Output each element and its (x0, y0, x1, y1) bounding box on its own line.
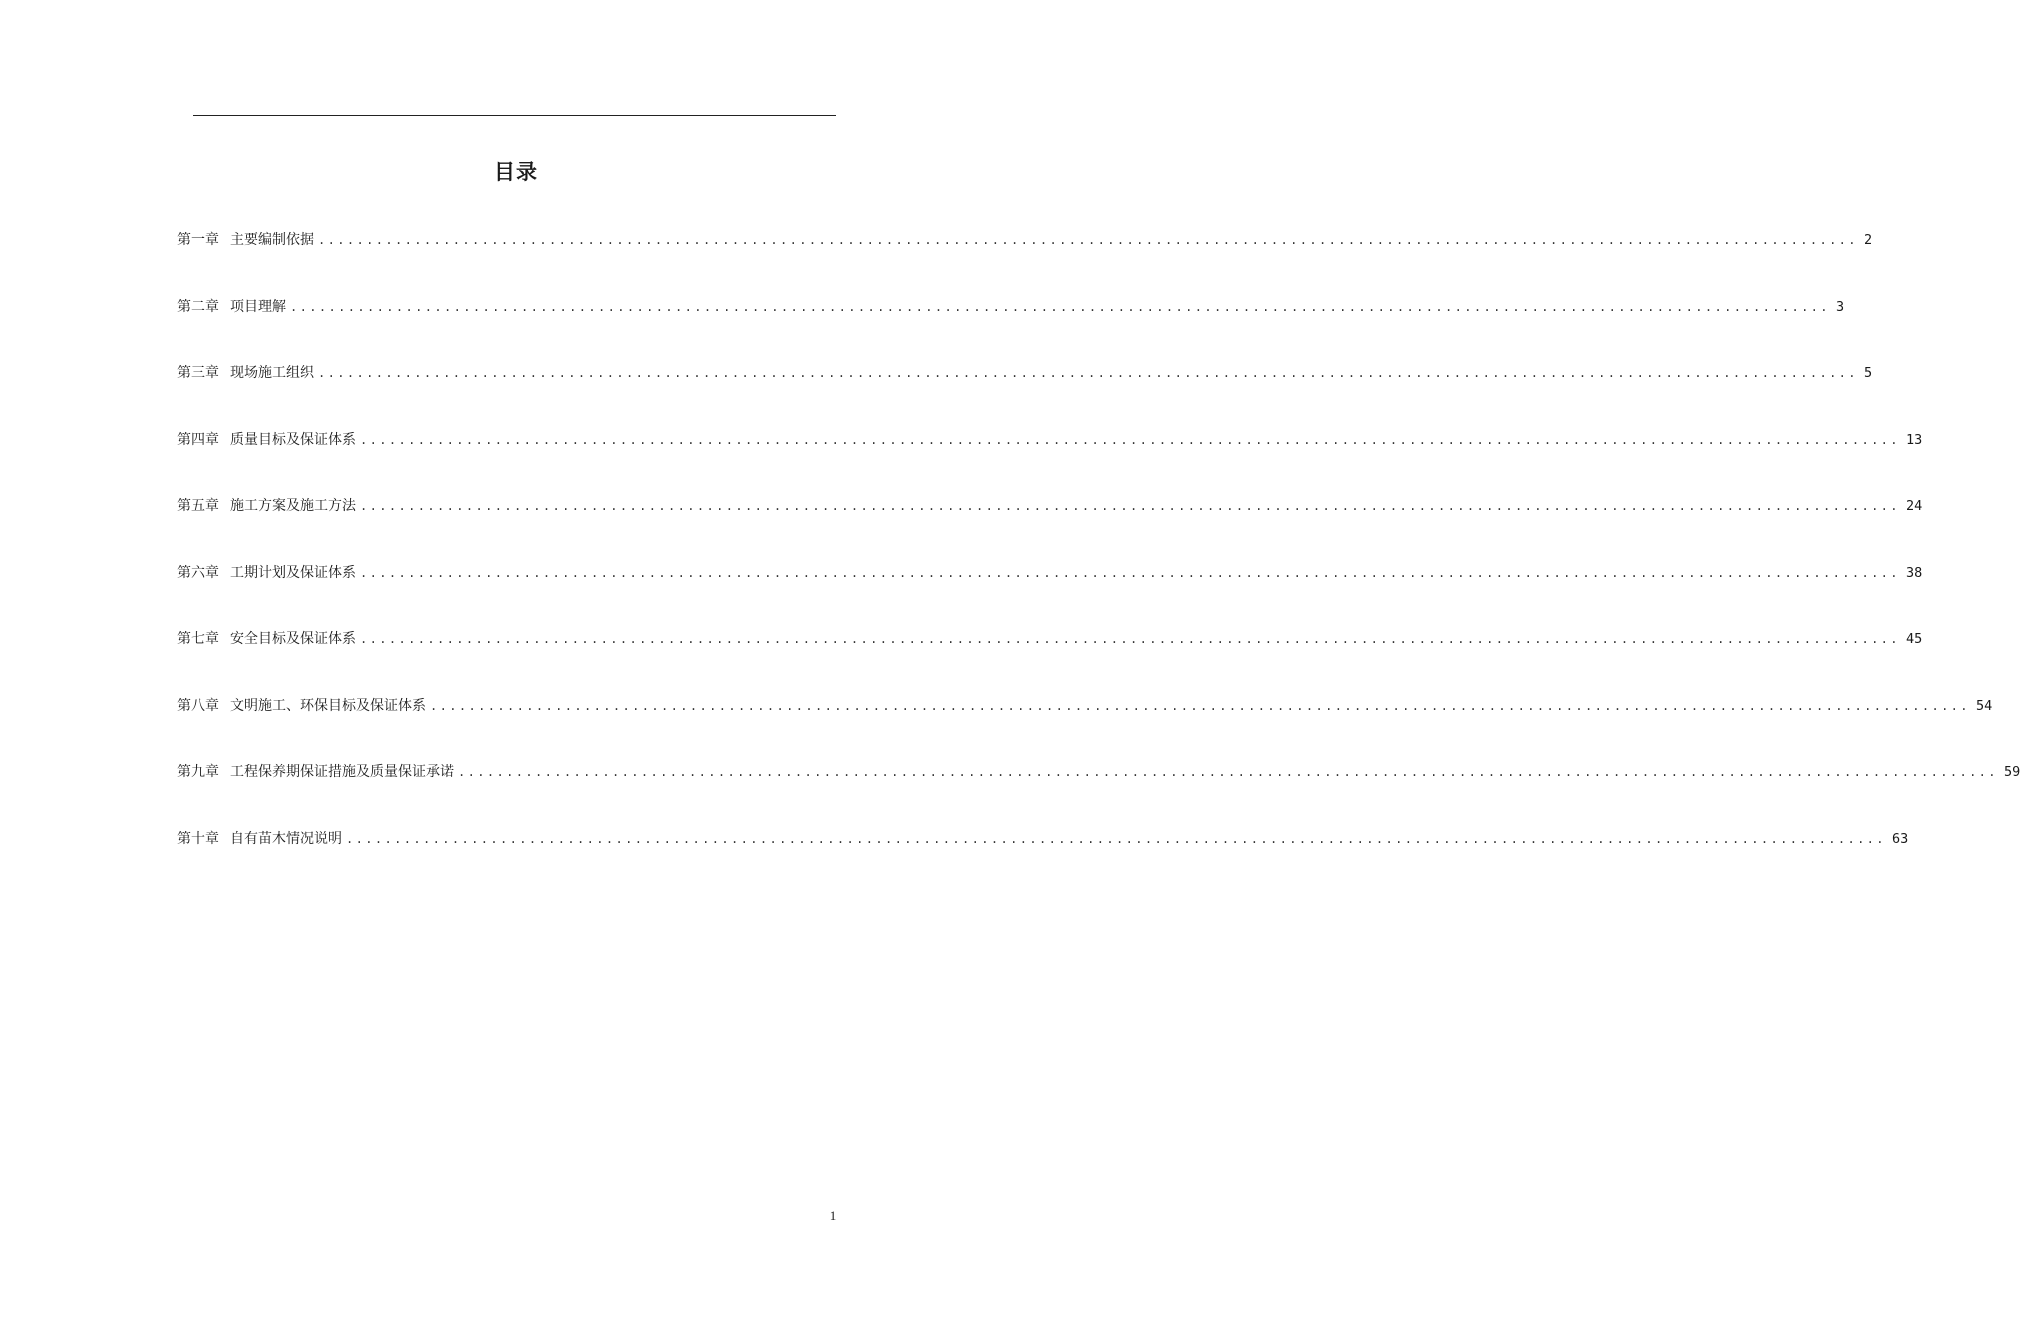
toc-entry-title: 文明施工、环保目标及保证体系 (230, 697, 426, 714)
toc-chapter-label: 第二章 (177, 298, 219, 315)
toc-dot-leader: ................................................................................................................................................................ (360, 499, 1900, 513)
toc-page-number: 45 (1905, 631, 1923, 647)
header-rule (193, 115, 836, 116)
toc-chapter-label: 第六章 (177, 564, 219, 581)
toc-chapter-label: 第一章 (177, 232, 219, 248)
toc-entry[interactable] (177, 230, 1873, 297)
toc-dot-leader: ................................................................................................................................................................ (360, 632, 1900, 646)
toc-page-number: 13 (1905, 431, 1923, 448)
toc-dot-leader: ................................................................................................................................................................ (318, 366, 1858, 380)
toc-page-number: 63 (1891, 830, 1909, 847)
toc-entry-title: 工程保养期保证措施及质量保证承诺 (230, 764, 454, 780)
toc-dot-leader: ................................................................................................................................................................ (346, 831, 1886, 846)
toc-page-number: 2 (1863, 232, 1873, 248)
toc-entry[interactable] (177, 430, 1923, 497)
toc-entry[interactable] (177, 696, 1993, 763)
toc-entry-title: 工期计划及保证体系 (230, 564, 356, 581)
toc-entry[interactable] (177, 563, 1923, 630)
toc-chapter-label: 第五章 (177, 498, 219, 514)
toc-dot-leader: ................................................................................................................................................................ (458, 765, 1998, 779)
page-title: 目录 (494, 160, 538, 184)
toc-entry[interactable] (177, 297, 1845, 364)
toc-dot-leader: ................................................................................................................................................................ (318, 233, 1858, 247)
toc-entry[interactable] (177, 829, 1909, 896)
toc-entry[interactable] (177, 363, 1873, 430)
toc-entry-title: 项目理解 (230, 298, 286, 315)
toc-entry-title: 主要编制依据 (230, 232, 314, 248)
toc-page-number: 59 (2003, 764, 2020, 780)
toc-dot-leader: ................................................................................................................................................................ (290, 299, 1830, 314)
toc-dot-leader: ................................................................................................................................................................ (360, 432, 1900, 447)
toc-entry[interactable] (177, 496, 1923, 563)
toc-entry-title: 现场施工组织 (230, 365, 314, 381)
toc-page-number: 24 (1905, 498, 1923, 514)
toc-entry-title: 质量目标及保证体系 (230, 431, 356, 448)
toc-chapter-label: 第八章 (177, 697, 219, 714)
toc-entry-title: 安全目标及保证体系 (230, 631, 356, 647)
toc-page-number: 38 (1905, 564, 1923, 581)
toc-entry[interactable] (177, 629, 1923, 696)
toc-chapter-label: 第七章 (177, 631, 219, 647)
toc-chapter-label: 第九章 (177, 764, 219, 780)
toc-entry-title: 施工方案及施工方法 (230, 498, 356, 514)
toc-chapter-label: 第四章 (177, 431, 219, 448)
toc-chapter-label: 第十章 (177, 830, 219, 847)
toc-entry[interactable] (177, 762, 2020, 829)
toc-page-number: 5 (1863, 365, 1873, 381)
toc-chapter-label: 第三章 (177, 365, 219, 381)
page-number: 1 (829, 1208, 837, 1223)
toc-page-number: 54 (1975, 697, 1993, 714)
toc-entry-title: 自有苗木情况说明 (230, 830, 342, 847)
table-of-contents (177, 230, 2020, 895)
toc-page-number: 3 (1835, 298, 1845, 315)
toc-dot-leader: ................................................................................................................................................................ (360, 565, 1900, 580)
toc-dot-leader: ................................................................................................................................................................ (430, 698, 1970, 713)
